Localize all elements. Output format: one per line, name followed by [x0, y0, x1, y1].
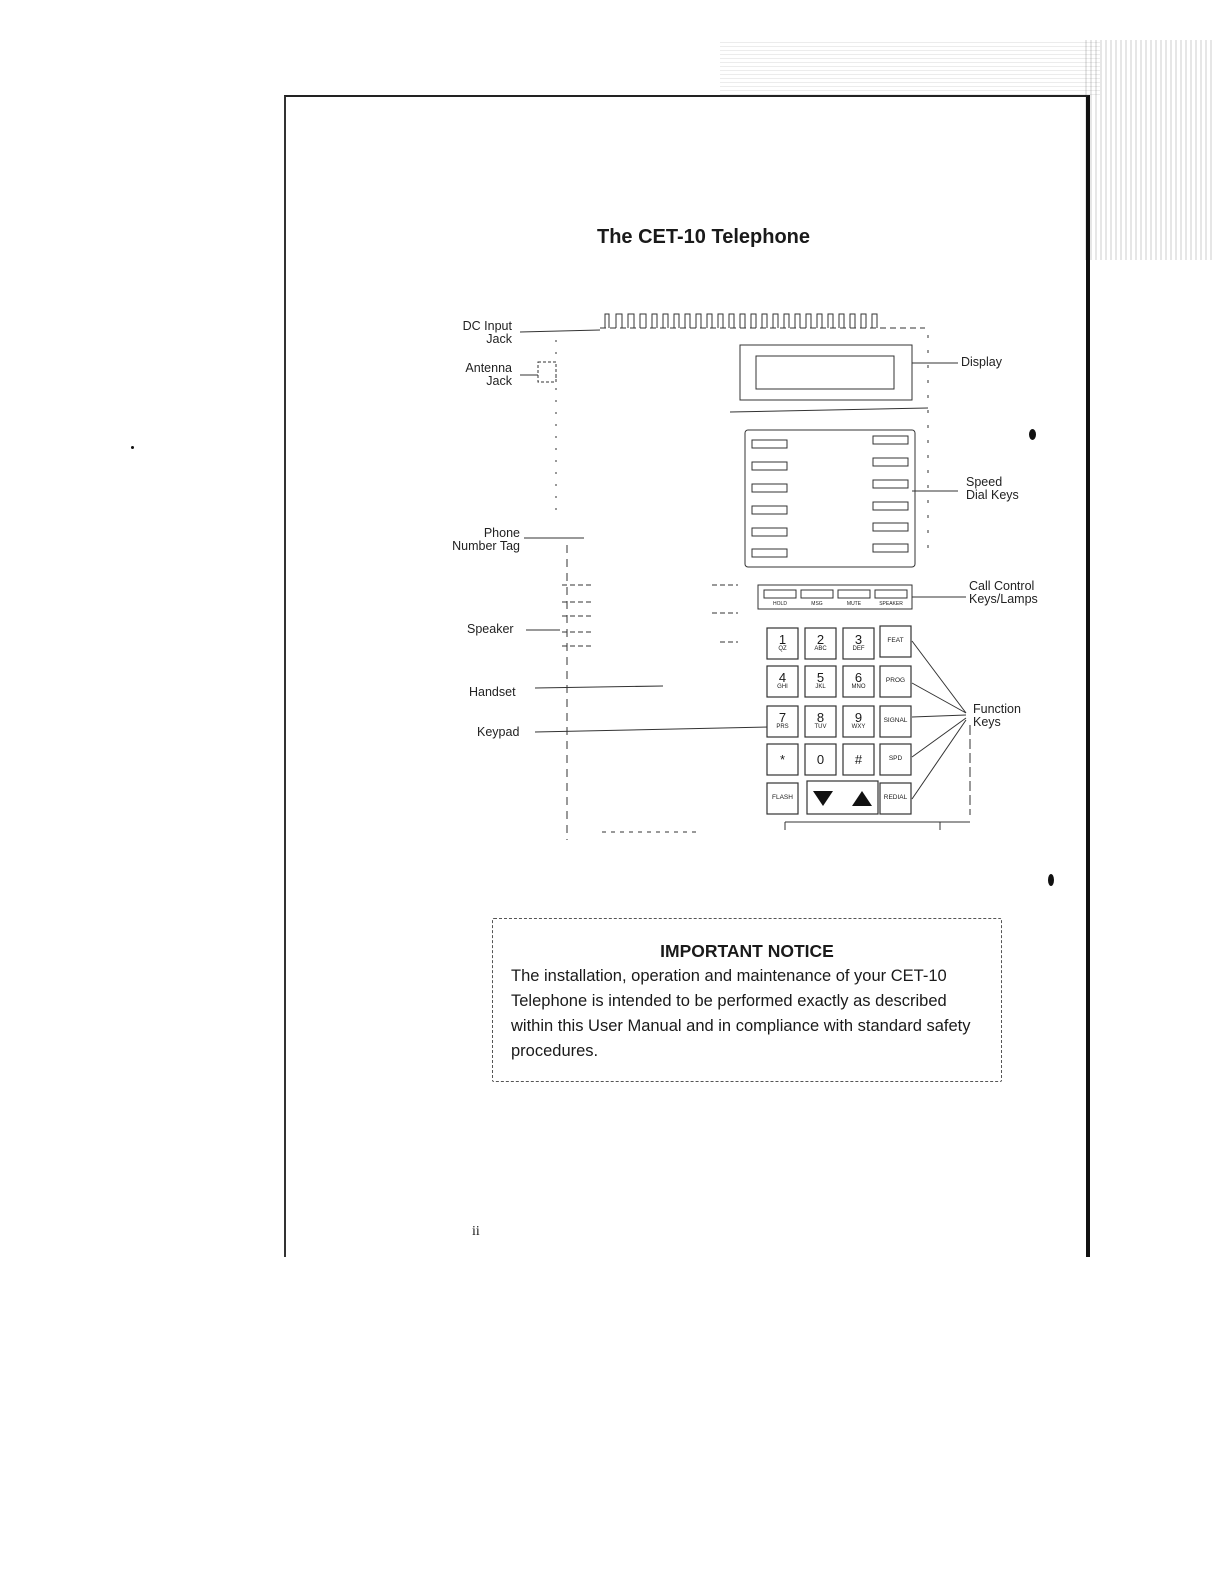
speed-dial-key: [873, 458, 908, 466]
keypad-key-9: 9 WXY: [851, 710, 866, 730]
keypad-key-7: 7 PRS: [776, 710, 789, 730]
function-key-feat: FEAT: [887, 637, 904, 644]
function-key-redial: REDIAL: [883, 794, 908, 801]
call-control-key: [764, 590, 796, 598]
speed-dial-key: [752, 484, 787, 492]
function-key-prog: PROG: [885, 677, 906, 684]
label-handset: Handset: [469, 685, 516, 699]
speed-dial-key: [752, 506, 787, 514]
speed-dial-key: [873, 436, 908, 444]
keypad-key-6: 6 MNO: [851, 670, 866, 690]
scan-blot: [131, 446, 134, 449]
label-antenna-jack: Antenna Jack: [465, 361, 512, 388]
label-keypad: Keypad: [477, 725, 520, 739]
keypad-key-4: 4 GHI: [777, 670, 788, 690]
function-key-signal: SIGNAL: [883, 717, 908, 724]
notice-body: The installation, operation and maintenance of your CET-10 Telephone is intended to be performed exactly as described within this User Manual and in compliance with standard safety procedures.: [511, 967, 971, 1060]
speed-dial-key: [873, 480, 908, 488]
page-title: The CET-10 Telephone: [597, 226, 810, 248]
call-control-label: HOLD: [773, 601, 787, 607]
keypad-key-star: *: [779, 752, 786, 767]
speed-dial-key: [752, 440, 787, 448]
label-speed-dial-keys: Speed Dial Keys: [966, 475, 1019, 502]
speed-dial-key: [752, 528, 787, 536]
speed-dial-key: [873, 523, 908, 531]
keypad-key-hash: #: [854, 752, 863, 767]
flash-key: FLASH: [772, 794, 793, 801]
label-display: Display: [961, 355, 1002, 369]
scan-blot: [1029, 429, 1036, 440]
keypad-key-1: 1 QZ: [778, 632, 787, 652]
keypad-key-8: 8 TUV: [814, 710, 827, 730]
antenna-fins: [600, 314, 925, 328]
important-notice: [492, 918, 1002, 1082]
keypad-key-2: 2 ABC: [814, 632, 827, 652]
scan-blot: [1048, 874, 1054, 886]
label-dc-input-jack: DC Input Jack: [462, 319, 512, 346]
page-number: ii: [472, 1224, 480, 1239]
label-speaker: Speaker: [467, 622, 514, 636]
speed-dial-key: [752, 462, 787, 470]
call-control-label: MSG: [811, 601, 823, 607]
call-control-key: [801, 590, 833, 598]
label-function-keys: Function Keys: [973, 702, 1021, 729]
speed-dial-key: [752, 549, 787, 557]
function-key-spd: SPD: [888, 755, 903, 762]
speed-dial-key: [873, 544, 908, 552]
call-control-label: SPEAKER: [879, 601, 903, 607]
speed-dial-key: [873, 502, 908, 510]
keypad-key-3: 3 DEF: [852, 632, 865, 652]
label-call-control-keys: Call Control Keys/Lamps: [969, 579, 1038, 606]
label-phone-number-tag: Phone Number Tag: [452, 526, 520, 553]
keypad-key-5: 5 JKL: [815, 670, 826, 690]
call-control-key: [875, 590, 907, 598]
notice-title: IMPORTANT NOTICE: [660, 941, 834, 961]
keypad-key-0: 0: [816, 752, 825, 767]
call-control-key: [838, 590, 870, 598]
call-control-label: MUTE: [846, 601, 862, 607]
